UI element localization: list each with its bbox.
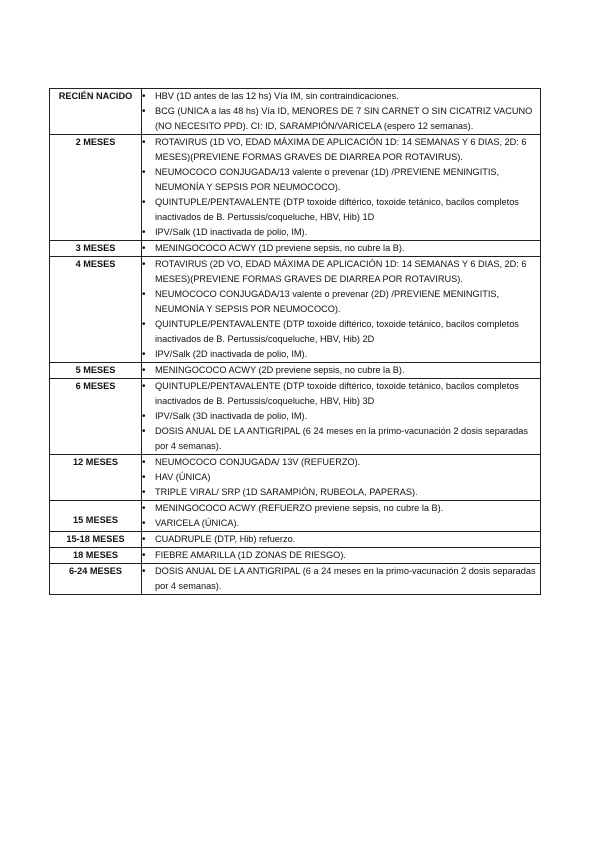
age-cell: RECIÉN NACIDO: [50, 89, 142, 135]
age-cell: 2 MESES: [50, 135, 142, 241]
age-cell: 12 MESES: [50, 455, 142, 501]
vaccine-list: [142, 135, 540, 240]
vaccine-item: • DOSIS ANUAL DE LA ANTIGRIPAL (6 a 24 meses en la primo-vacunación 2 dosis separadas por 4 semanas).: [142, 564, 540, 594]
age-cell: 3 MESES: [50, 241, 142, 257]
vaccine-item: • IPV/Salk (3D inactivada de polio, IM).: [142, 409, 540, 424]
schedule-row: [50, 548, 541, 564]
vaccine-item: • MENINGOCOCO ACWY (2D previene sepsis, no cubre la B).: [142, 363, 540, 378]
schedule-row: [50, 564, 541, 595]
vaccine-item: • VARICELA (ÚNICA).: [142, 516, 540, 531]
table-body: [50, 89, 541, 595]
vaccine-item: • HAV (ÚNICA): [142, 470, 540, 485]
vaccine-item: • NEUMOCOCO CONJUGADA/ 13V (REFUERZO).: [142, 455, 540, 470]
vaccine-list: [142, 241, 540, 256]
vaccination-schedule-table: [49, 88, 541, 595]
vaccine-list: [142, 89, 540, 134]
vaccine-list-cell: [142, 548, 541, 564]
vaccine-item: • QUINTUPLE/PENTAVALENTE (DTP toxoide diftérico, toxoide tetánico, bacilos completos inactivados de B. Pertussis/coqueluche, HBV, Hib) 2D: [142, 317, 540, 347]
schedule-row: [50, 241, 541, 257]
vaccine-list-cell: [142, 241, 541, 257]
age-cell: 6-24 MESES: [50, 564, 142, 595]
vaccine-list-cell: [142, 257, 541, 363]
schedule-row: [50, 257, 541, 363]
vaccine-list: [142, 257, 540, 362]
vaccine-item: • CUADRUPLE (DTP, Hib) refuerzo.: [142, 532, 540, 547]
vaccine-list-cell: [142, 532, 541, 548]
vaccine-item: • ROTAVIRUS (2D VO, EDAD MÁXIMA DE APLICACIÓN 1D: 14 SEMANAS Y 6 DIAS, 2D: 6 MESES)(PREVIENE FORMAS GRAVES DE DIARREA POR ROTAVIRUS).: [142, 257, 540, 287]
vaccine-item: • ROTAVIRUS (1D VO, EDAD MÁXIMA DE APLICACIÓN 1D: 14 SEMANAS Y 6 DIAS, 2D: 6 MESES)(PREVIENE FORMAS GRAVES DE DIARREA POR ROTAVIRUS).: [142, 135, 540, 165]
vaccine-list-cell: [142, 455, 541, 501]
vaccine-list-cell: [142, 135, 541, 241]
age-cell: 5 MESES: [50, 363, 142, 379]
vaccine-list-cell: [142, 89, 541, 135]
schedule-row: [50, 89, 541, 135]
vaccine-item: • MENINGOCOCO ACWY (REFUERZO previene sepsis, no cubre la B).: [142, 501, 540, 516]
vaccine-list-cell: [142, 363, 541, 379]
schedule-row: [50, 532, 541, 548]
vaccine-item: • HBV (1D antes de las 12 hs) Vía IM, sin contraindicaciones.: [142, 89, 540, 104]
vaccine-item: • IPV/Salk (1D inactivada de polio, IM).: [142, 225, 540, 240]
age-cell: 15 MESES: [50, 501, 142, 532]
vaccine-item: • QUINTUPLE/PENTAVALENTE (DTP toxoide diftérico, toxoide tetánico, bacilos completos inactivados de B. Pertussis/coqueluche, HBV, Hib) 3D: [142, 379, 540, 409]
vaccine-list: [142, 501, 540, 531]
schedule-row: [50, 379, 541, 455]
age-cell: 15-18 MESES: [50, 532, 142, 548]
vaccine-item: • BCG (UNICA a las 48 hs) Vía ID, MENORES DE 7 SIN CARNET O SIN CICATRIZ VACUNO (NO NECESITO PPD). CI: ID, SARAMPIÓN/VARICELA (espero 12 semanas).: [142, 104, 540, 134]
vaccine-list: [142, 532, 540, 547]
vaccine-item: • TRIPLE VIRAL/ SRP (1D SARAMPIÓN, RUBEOLA, PAPERAS).: [142, 485, 540, 500]
vaccine-list: [142, 363, 540, 378]
schedule-row: [50, 501, 541, 532]
vaccine-item: • QUINTUPLE/PENTAVALENTE (DTP toxoide diftérico, toxoide tetánico, bacilos completos inactivados de B. Pertussis/coqueluche, HBV, Hib) 1D: [142, 195, 540, 225]
vaccine-list-cell: [142, 379, 541, 455]
vaccine-list: [142, 379, 540, 454]
schedule-row: [50, 455, 541, 501]
vaccine-item: • NEUMOCOCO CONJUGADA/13 valente o prevenar (2D) /PREVIENE MENINGITIS, NEUMONÍA Y SEPSIS POR NEUMOCOCO).: [142, 287, 540, 317]
vaccine-item: • IPV/Salk (2D inactivada de polio, IM).: [142, 347, 540, 362]
schedule-row: [50, 363, 541, 379]
vaccine-item: • MENINGOCOCO ACWY (1D previene sepsis, no cubre la B).: [142, 241, 540, 256]
vaccine-item: • FIEBRE AMARILLA (1D ZONAS DE RIESGO).: [142, 548, 540, 563]
vaccine-list: [142, 548, 540, 563]
vaccine-list: [142, 455, 540, 500]
vaccine-item: • NEUMOCOCO CONJUGADA/13 valente o prevenar (1D) /PREVIENE MENINGITIS, NEUMONÍA Y SEPSIS POR NEUMOCOCO).: [142, 165, 540, 195]
vaccine-list-cell: [142, 564, 541, 595]
age-cell: 6 MESES: [50, 379, 142, 455]
age-cell: 18 MESES: [50, 548, 142, 564]
age-cell: 4 MESES: [50, 257, 142, 363]
vaccine-list-cell: [142, 501, 541, 532]
vaccine-item: • DOSIS ANUAL DE LA ANTIGRIPAL (6 24 meses en la primo-vacunación 2 dosis separadas por 4 semanas).: [142, 424, 540, 454]
vaccine-list: [142, 564, 540, 594]
schedule-row: [50, 135, 541, 241]
